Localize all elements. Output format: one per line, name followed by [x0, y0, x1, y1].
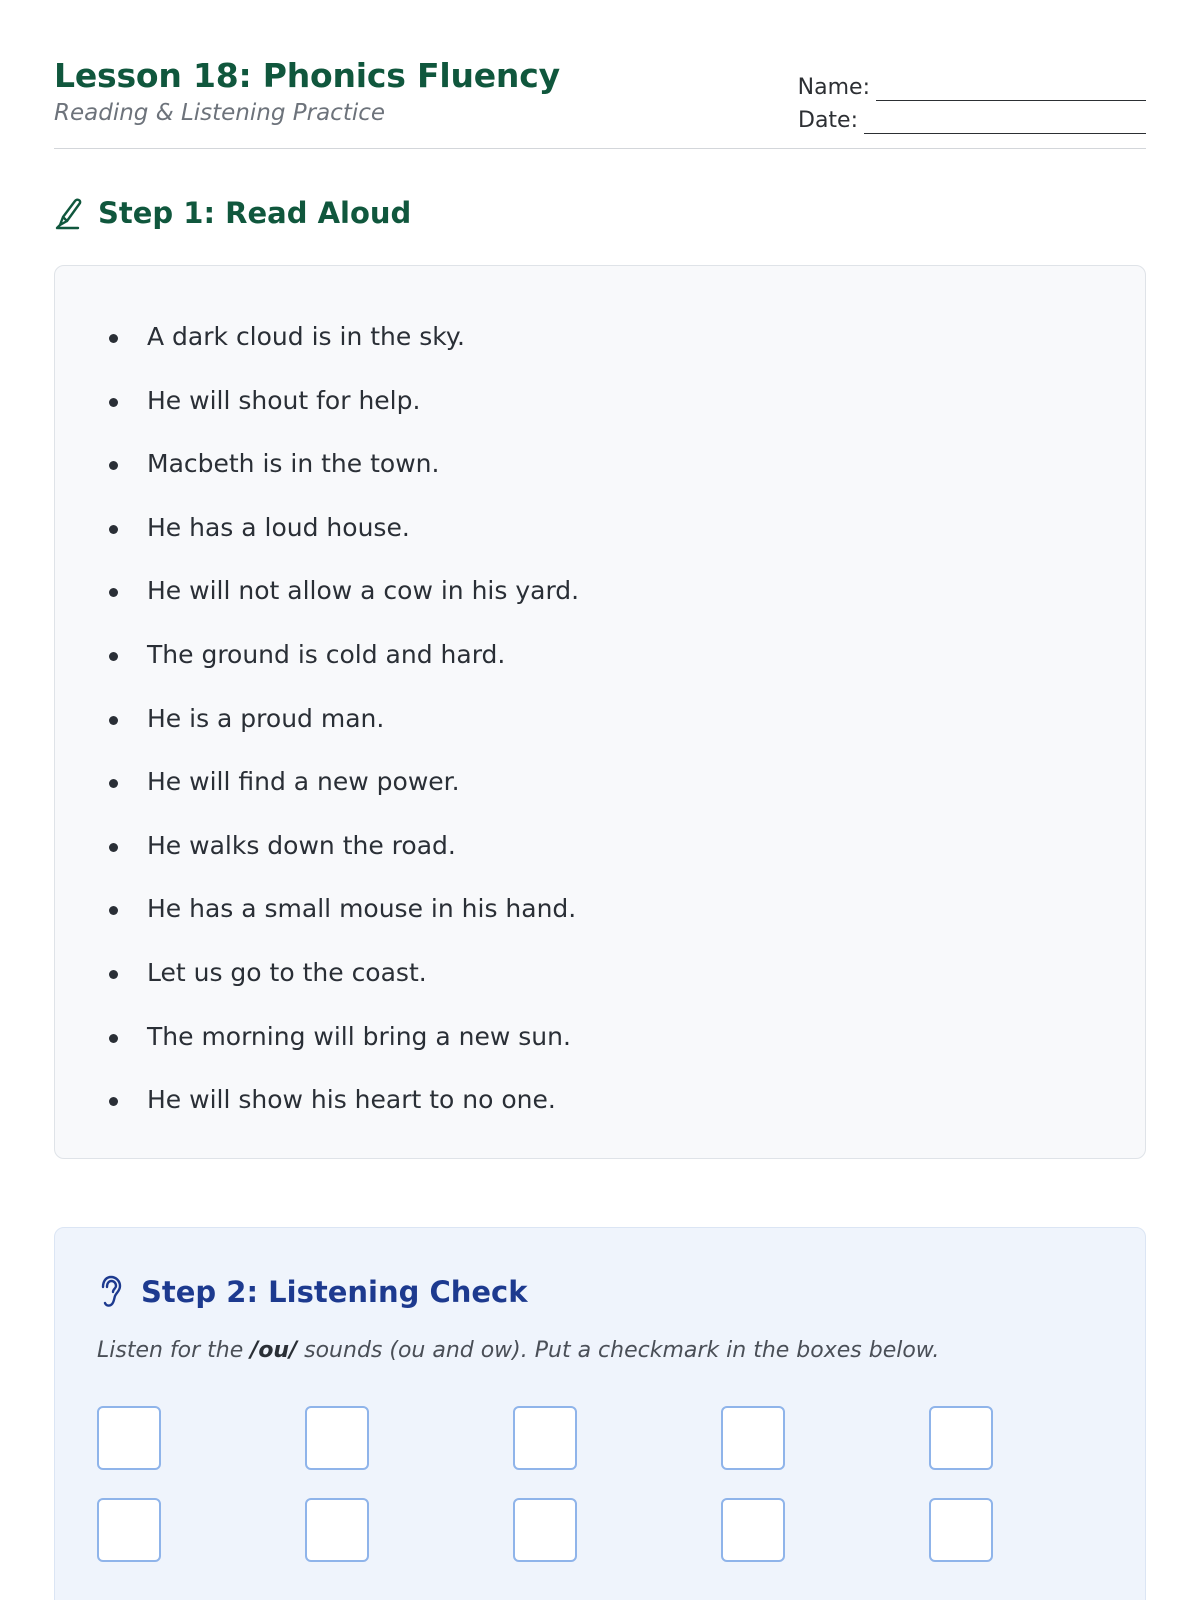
sentence-item [105, 704, 1145, 768]
sentence-item [105, 958, 1145, 1022]
sentence-item [105, 513, 1145, 577]
worksheet-header [54, 56, 1146, 149]
sentence-text: The morning will bring a new sun. [147, 1021, 571, 1051]
step1-heading [54, 193, 1146, 233]
name-field[interactable] [876, 76, 1146, 101]
sentence-item [105, 831, 1145, 895]
checkbox[interactable] [513, 1406, 577, 1470]
checkbox[interactable] [97, 1406, 161, 1470]
checkbox[interactable] [721, 1498, 785, 1562]
sentence-text: He will find a new power. [147, 767, 460, 797]
bullet-icon [109, 398, 118, 407]
step2-title: Step 2: Listening Check [141, 1275, 528, 1309]
sentence-item [105, 322, 1145, 386]
listening-instructions [97, 1336, 1145, 1366]
listening-check-card [54, 1227, 1146, 1600]
step2-heading [97, 1272, 1145, 1312]
name-field-row [794, 68, 1146, 101]
checkbox[interactable] [929, 1406, 993, 1470]
checkbox[interactable] [305, 1406, 369, 1470]
sentence-text: He has a loud house. [147, 512, 410, 542]
sentence-text: The ground is cold and hard. [147, 639, 506, 669]
read-aloud-card [54, 265, 1146, 1159]
sentence-list [105, 322, 1145, 1149]
sentence-item [105, 386, 1145, 450]
bullet-icon [109, 843, 118, 852]
name-label: Name: [797, 75, 870, 100]
sentence-text: A dark cloud is in the sky. [147, 322, 466, 351]
sentence-item [105, 767, 1145, 831]
date-label: Date: [798, 108, 858, 133]
checkbox[interactable] [721, 1406, 785, 1470]
checkbox[interactable] [513, 1498, 577, 1562]
instructions-text-start: Listen for the [97, 1338, 251, 1363]
date-field-row [794, 101, 1146, 134]
student-fields [794, 68, 1146, 134]
sentence-text: He will shout for help. [147, 385, 421, 415]
checkbox[interactable] [929, 1498, 993, 1562]
sentence-text: He will show his heart to no one. [147, 1085, 556, 1115]
sentence-text: Let us go to the coast. [147, 957, 427, 987]
sentence-text: Macbeth is in the town. [147, 449, 440, 479]
bullet-icon [109, 1097, 118, 1106]
sentence-item [105, 576, 1145, 640]
sentence-text: He will not allow a cow in his yard. [147, 576, 580, 606]
bullet-icon [109, 1034, 118, 1043]
sentence-item [105, 894, 1145, 958]
checkbox[interactable] [97, 1498, 161, 1562]
sentence-item [105, 1085, 1145, 1149]
sentence-text: He has a small mouse in his hand. [147, 894, 577, 924]
bullet-icon [109, 906, 118, 915]
sentence-item [105, 640, 1145, 704]
instructions-text-end: sounds (ou and ow). Put a checkmark in the boxes below. [297, 1338, 940, 1363]
sentence-text: He is a proud man. [147, 703, 385, 733]
bullet-icon [109, 588, 118, 597]
target-sound: /ou/ [250, 1338, 298, 1363]
date-field[interactable] [864, 109, 1146, 134]
checkbox[interactable] [305, 1498, 369, 1562]
sentence-text: He walks down the road. [147, 830, 456, 860]
sentence-item [105, 449, 1145, 513]
ear-icon [97, 1275, 123, 1309]
page-title: Lesson 18: Phonics Fluency [54, 56, 560, 95]
sentence-item [105, 1022, 1145, 1086]
step1-title: Step 1: Read Aloud [98, 196, 412, 230]
bullet-icon [109, 461, 118, 470]
page-subtitle: Reading & Listening Practice [54, 100, 386, 126]
bullet-icon [109, 525, 118, 534]
pencil-icon [54, 195, 84, 231]
checkbox-grid [97, 1406, 1145, 1562]
bullet-icon [109, 970, 118, 979]
bullet-icon [109, 652, 118, 661]
bullet-icon [109, 716, 118, 725]
bullet-icon [109, 779, 118, 788]
bullet-icon [109, 334, 118, 343]
